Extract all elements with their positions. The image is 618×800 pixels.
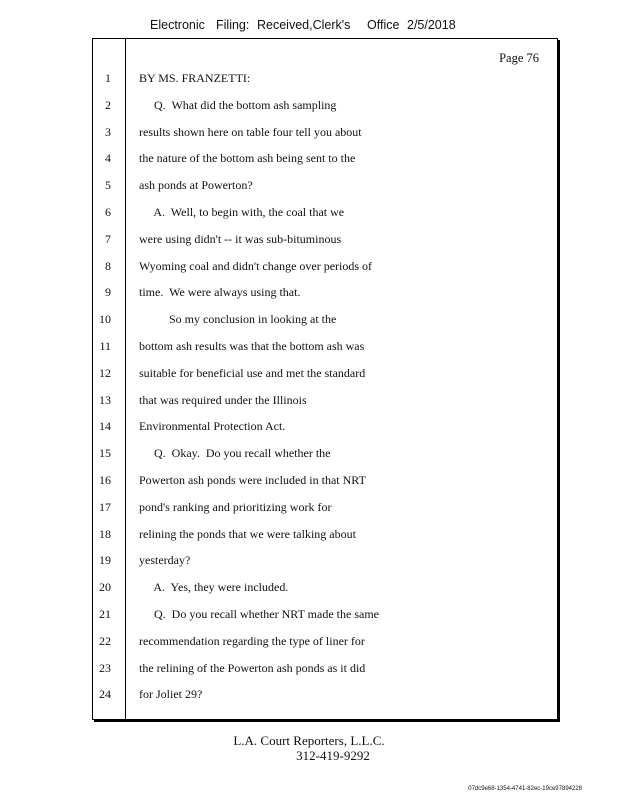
transcript-line [93,125,557,145]
line-text: Q. Do you recall whether NRT made the same [139,607,379,621]
transcript-line [93,580,557,600]
footer-company: L.A. Court Reporters, L.L.C. [233,733,385,748]
line-number: 7 [105,231,111,246]
line-text: recommendation regarding the type of liner for [139,633,365,648]
line-text: yesterday? [139,553,191,568]
line-number: 20 [99,580,111,595]
line-number: 21 [99,607,111,621]
line-text: Wyoming coal and didn't change over periods of [139,258,373,273]
line-number: 10 [99,312,111,327]
line-number: 11 [99,339,111,353]
header-electronic: Electronic [150,18,205,32]
line-text: ash ponds at Powerton? [139,178,253,193]
line-number: 8 [105,258,111,273]
line-number: 24 [99,687,111,702]
line-text: suitable for beneficial use and met the standard [139,365,366,380]
transcript-page [92,38,558,720]
line-text: the relining of the Powerton ash ponds as it did [139,660,366,675]
line-text: So my conclusion in looking at the [139,312,337,327]
line-text: the nature of the bottom ash being sent to the [139,151,356,166]
transcript-line [93,366,557,386]
line-text: relining the ponds that we were talking about [139,526,356,541]
transcript-line [93,527,557,547]
line-number: 9 [105,285,111,300]
transcript-line [93,419,557,439]
transcript-line [93,232,557,252]
transcript-line [93,151,557,171]
line-text: bottom ash results was that the bottom ash was [139,339,365,353]
transcript-line [93,473,557,493]
line-text: Environmental Protection Act. [139,419,286,434]
footer-phone: 312-419-9292 [296,748,370,763]
line-number: 1 [105,71,111,85]
filing-header [0,18,618,38]
line-text: for Joliet 29? [139,687,203,702]
line-number: 5 [105,178,111,193]
line-text: Q. Okay. Do you recall whether the [139,446,331,461]
line-text: results shown here on table four tell you about [139,124,362,139]
transcript-line [93,446,557,466]
header-filing: Filing: [216,18,250,32]
transcript-line [93,339,557,359]
line-number: 6 [105,205,111,219]
line-number: 23 [99,660,111,675]
transcript-line [93,98,557,118]
line-number: 2 [105,97,111,112]
line-number: 16 [99,473,111,487]
line-number: 17 [99,499,111,514]
line-text: that was required under the Illinois [139,392,307,407]
page-number: Page 76 [499,51,539,65]
header-date: 2/5/2018 [407,18,456,32]
line-number: 19 [99,553,111,568]
transcript-line [93,312,557,332]
line-text: BY MS. FRANZETTI: [139,71,251,85]
line-number: 4 [105,151,111,166]
transcript-line [93,205,557,225]
line-number: 18 [99,526,111,541]
line-number: 15 [99,446,111,461]
line-text: pond's ranking and prioritizing work for [139,499,332,514]
line-number: 12 [99,365,111,380]
transcript-line [93,634,557,654]
transcript-line [93,500,557,520]
transcript-line [93,687,557,707]
line-number: 14 [99,419,111,434]
transcript-line [93,607,557,627]
line-text: Powerton ash ponds were included in that NRT [139,473,366,487]
transcript-line [93,285,557,305]
transcript-line [93,259,557,279]
transcript-line [93,178,557,198]
transcript-line [93,71,557,91]
line-text: time. We were always using that. [139,285,301,300]
transcript-line [93,553,557,573]
transcript-line [93,393,557,413]
header-received: Received,Clerk's [257,18,351,32]
document-id: 07dc9e68-1354-4741-82ec-19ce97894228 [468,786,582,792]
header-office: Office [367,18,400,32]
line-text: A. Well, to begin with, the coal that we [139,205,345,219]
line-number: 3 [105,124,111,139]
line-text: were using didn't -- it was sub-bituminous [139,231,342,246]
line-text: Q. What did the bottom ash sampling [139,97,337,112]
line-text: A. Yes, they were included. [139,580,289,595]
line-number: 22 [99,633,111,648]
line-number: 13 [99,392,111,407]
transcript-line [93,661,557,681]
